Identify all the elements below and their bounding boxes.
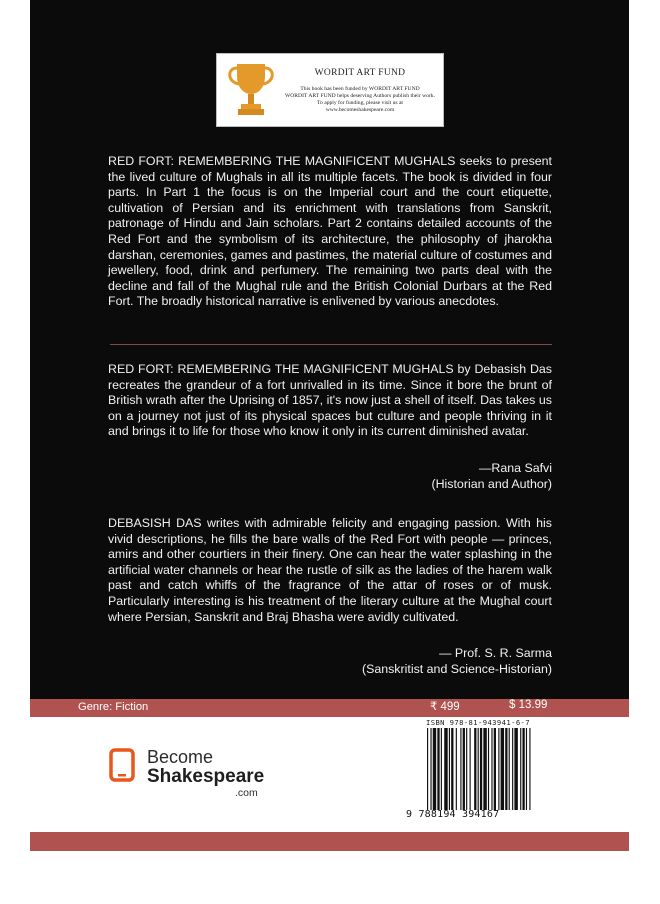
review-author: —Rana Safvi (478, 461, 552, 475)
review-author-role: (Historian and Author) (431, 477, 552, 491)
divider (110, 344, 552, 345)
genre-label: Genre: Fiction (78, 701, 149, 713)
price-inr: ₹ 499 (430, 701, 460, 713)
badge-line: To apply for funding, please visit us at (317, 100, 403, 106)
phone-outline-logo-icon (109, 748, 135, 782)
bottom-band (30, 832, 629, 851)
back-cover (30, 0, 629, 851)
publisher-logo-become: Become (147, 747, 214, 767)
review-paragraph: DEBASISH DAS writes with admirable felicity and engaging passion. With his vivid descriptions, he fills the bare walls of the Red Fort with people — princes, amirs and other courtiers in their finery. One can hear the water splashing in the artificial water channels or hear the rustle of silk as the ladies of the harem walk past and catch whiffs of the fragrance of the attar of roses or of musk. Particularly interesting is his treatment of the literary culture at the Mughal court where Persian, Sanskrit and Braj Bhasha were avidly cultivated. (108, 516, 552, 624)
publisher-logo-shakespeare: Shakespeare (147, 766, 265, 787)
badge-title: WORDIT ART FUND (314, 68, 406, 78)
funding-badge (216, 53, 444, 127)
badge-line: This book has been funded by WORDIT ART FUND (300, 86, 420, 92)
badge-text (281, 86, 439, 114)
barcode (425, 728, 573, 810)
review-author-role: (Sanskritist and Science-Historian) (361, 662, 552, 676)
badge-line: WORDIT ART FUND helps deserving Authors publish their work. (284, 93, 435, 99)
publisher-logo-com: .com (235, 787, 258, 799)
review-author: — Prof. S. R. Sarma (439, 646, 552, 660)
blurb-paragraph: RED FORT: REMEMBERING THE MAGNIFICENT MUGHALS seeks to present the lived culture of Mughals in all its multiple facets. The book is divided in four parts. In Part 1 the focus is on the Imperial court and the court etiquette, cultivation of Persian and its enrichment with translations from Sanskrit, patronage of Hindu and Jain scholars. Part 2 contains detailed accounts of the Red Fort and the symbolism of its architecture, the philosophy of jharokha darshan, ceremonies, games and pastimes, the material culture of costumes and jewellery, food, drink and perfumery. The remaining two parts deal with the decline and fall of the Mughal rule and the British Colonial Durbars at the Red Fort. The broadly historical narrative is enlivened by various anecdotes. (108, 154, 552, 309)
isbn-digits: 9 788194 394167 (406, 809, 500, 820)
genre-price-strip (30, 699, 629, 717)
price-usd: $ 13.99 (509, 699, 548, 711)
isbn-label: ISBN 978-81-943941-6-7 (426, 718, 530, 727)
badge-line: www.becomeshakespeare.com (325, 107, 395, 113)
trophy-icon (225, 60, 277, 120)
review-paragraph: RED FORT: REMEMBERING THE MAGNIFICENT MUGHALS by Debasish Das recreates the grandeur of a fort unrivalled in its time. Since it bore the brunt of British wrath after the Uprising of 1857, it's now just a shell of itself. Das takes us on a journey not just of its physical spaces but culture and people thriving in it and brings it to life for those who know it only in its current diminished avatar. (108, 362, 552, 439)
